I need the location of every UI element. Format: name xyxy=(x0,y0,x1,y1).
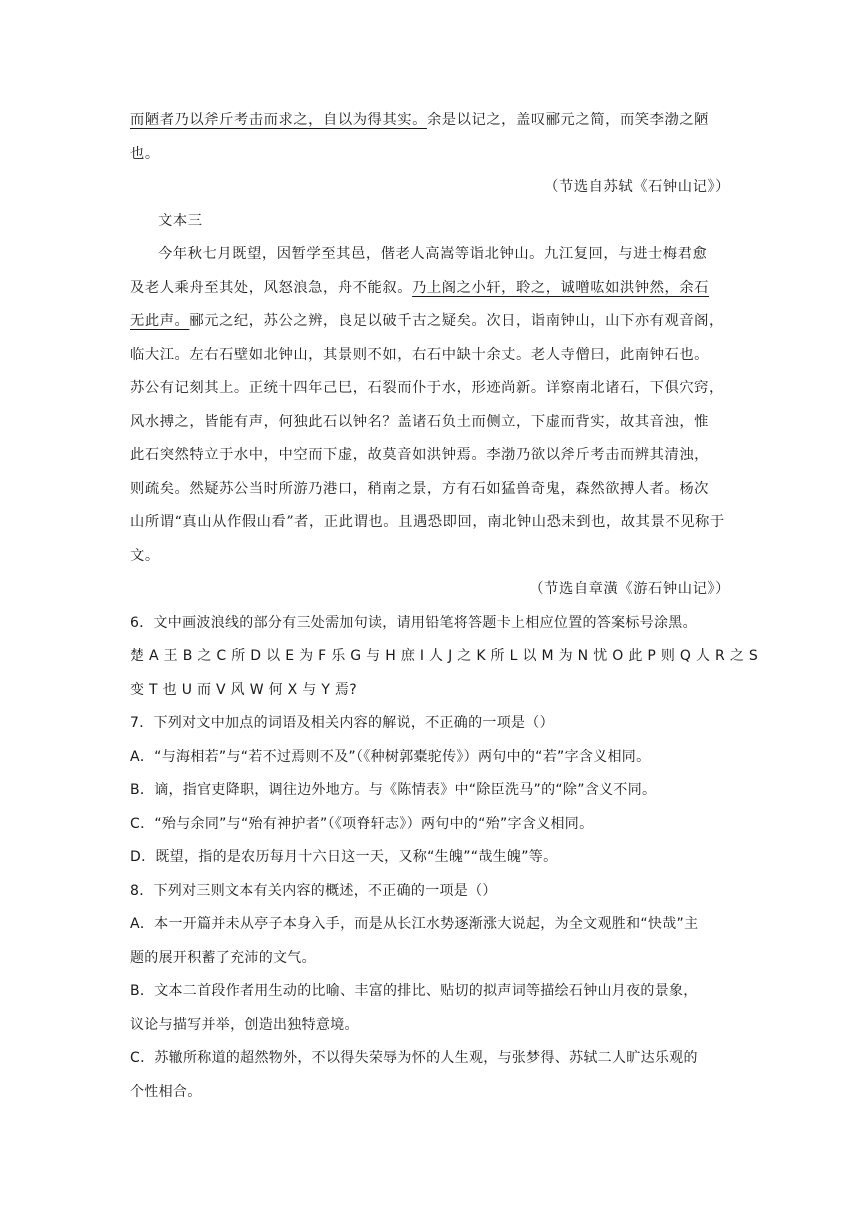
underlined-phrase: 乃上阁之小轩，聆之，诚噌吰如洪钟然，余石 xyxy=(412,279,710,296)
question-8-option-b-line-1: B．文本二首段作者用生动的比喻、丰富的排比、贴切的拟声词等描绘石钟山月夜的景象， xyxy=(130,983,698,999)
question-6-options-line-2: 变 T 也 U 而 V 风 W 何 X 与 Y 焉? xyxy=(130,681,357,698)
text3-line-6: 风水搏之，皆能有声，何独此石以钟名？盖诸石负土而侧立，下虚而背实，故其音浊，惟 xyxy=(130,413,710,430)
question-6-options-line-1: 楚 A 王 B 之 C 所 D 以 E 为 F 乐 G 与 H 庶 I 人 J 之 K 所 L 以 M 为 N 忧 O 此 P 则 Q 人 R 之 S xyxy=(130,648,759,664)
text3-line-10: 文。 xyxy=(130,547,160,564)
text3-source: （节选自章潢《游石钟山记》） xyxy=(529,581,730,597)
text3-line-9: 山所谓“真山从作假山看”者，正此谓也。且遇恐即回，南北钟山恐未到也，故其景不见称于 xyxy=(130,514,725,530)
text2-line-1-rest: 余是以记之，盖叹郦元之简，而笑李渤之陋 xyxy=(426,112,710,128)
underlined-phrase: 无此声。 xyxy=(130,313,190,329)
question-7-stem: 7．下列对文中加点的词语及相关内容的解说，不正确的一项是（） xyxy=(130,715,554,731)
question-8-option-a-line-1: A．本一开篇并未从亭子本身入手，而是从长江水势逐渐涨大说起，为全文观胜和“快哉”主 xyxy=(130,916,699,932)
text3-line-8: 则疏矣。然疑苏公当时所游乃港口，稍南之景，方有石如猛兽奇鬼，森然欲搏人者。杨次 xyxy=(130,480,710,497)
question-8-option-c-line-2: 个性相合。 xyxy=(130,1083,202,1100)
text3-heading: 文本三 xyxy=(158,212,203,229)
question-6-stem: 6．文中画波浪线的部分有三处需加句读，请用铅笔将答题卡上相应位置的答案标号涂黑。 xyxy=(130,614,697,631)
text3-line-5: 苏公有记刻其上。正统十四年己巳，石裂而仆于水，形迹尚新。详察南北诸石，下俱穴窍， xyxy=(130,380,724,396)
text3-line-3 xyxy=(130,305,730,339)
text3-line-2 xyxy=(130,272,730,306)
underlined-phrase: 而陋者乃以斧斤考击而求之，自以为得其实。 xyxy=(130,112,427,128)
question-8-option-a-line-2: 题的展开积蓄了充沛的文气。 xyxy=(130,949,316,966)
text3-line-2-a: 及老人乘舟至其处，风怒浪急，舟不能叙。 xyxy=(130,279,413,296)
question-7-option-b: B．谪，指官吏降职，调往边外地方。与《陈情表》中“除臣洗马”的“除”含义不同。 xyxy=(130,782,657,798)
question-7-option-d: D．既望，指的是农历每月十六日这一天，又称“生魄”“哉生魄”等。 xyxy=(130,849,558,865)
text3-line-3-rest: 郦元之纪，苏公之辨，良足以破千古之疑矣。次日，诣南钟山，山下亦有观音阁， xyxy=(189,313,724,329)
text2-source: （节选自苏轼《石钟山记》） xyxy=(544,179,730,195)
text3-line-4: 临大江。左右石壁如北钟山，其景则不如，右石中缺十余丈。老人寺僧曰，此南钟石也。 xyxy=(130,346,710,363)
question-7-option-a: A．“与海相若”与“若不过焉则不及”（《种树郭橐驼传》）两句中的“若”字含义相同。 xyxy=(130,748,651,765)
question-8-option-c-line-1: C．苏辙所称道的超然物外，不以得失荣辱为怀的人生观，与张梦得、苏轼二人旷达乐观的 xyxy=(130,1050,698,1066)
document-page xyxy=(130,104,759,1109)
text2-line-2: 也。 xyxy=(130,145,160,162)
question-8-option-b-line-2: 议论与描写并举，创造出独特意境。 xyxy=(130,1016,359,1033)
question-8-stem: 8．下列对三则文本有关内容的概述，不正确的一项是（） xyxy=(130,882,497,899)
text3-line-1: 今年秋七月既望，因暂学至其邑，偕老人高嵩等诣北钟山。九江复回，与进士梅君愈 xyxy=(158,246,708,262)
text2-line-1 xyxy=(130,104,730,138)
text3-line-7: 此石突然特立于水中，中空而下虚，故莫音如洪钟焉。李渤乃欲以斧斤考击而辨其清浊， xyxy=(130,447,710,463)
question-7-option-c: C．“殆与余同”与“殆有神护者”（《项脊轩志》）两句中的“殆”字含义相同。 xyxy=(130,815,594,832)
